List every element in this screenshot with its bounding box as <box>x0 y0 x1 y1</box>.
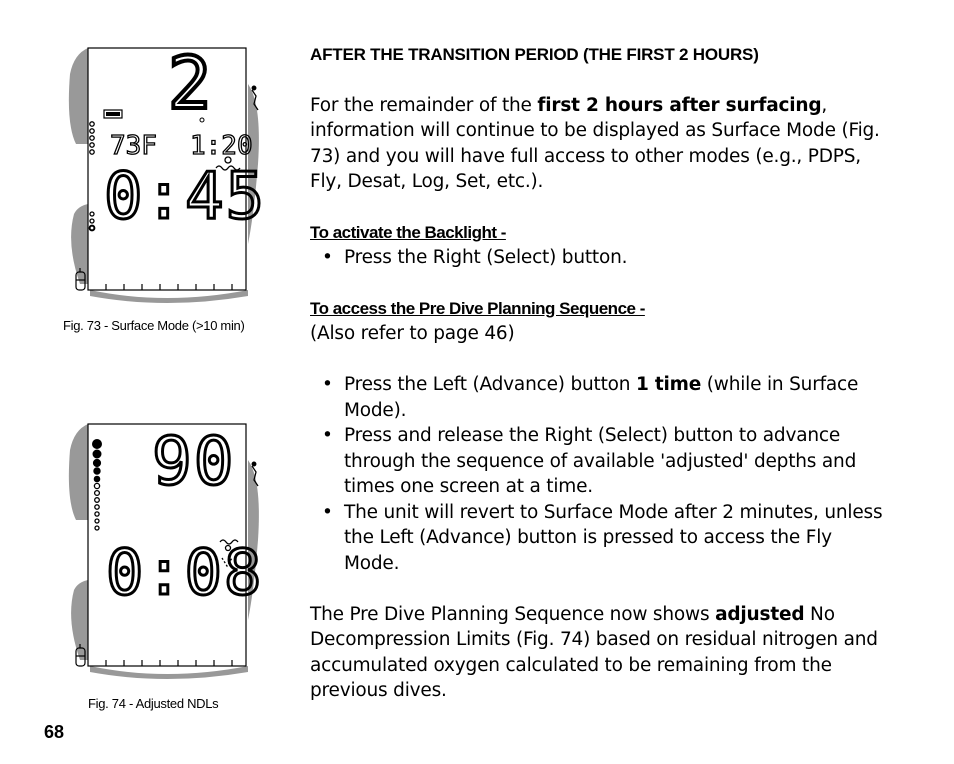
bottom-bezel <box>90 666 248 679</box>
bottom-bezel <box>90 290 248 303</box>
closing-text-start: The Pre Dive Planning Sequence now shows <box>310 603 716 625</box>
body-text-column <box>310 42 890 704</box>
pdps-bullet-1-bold: 1 time <box>635 374 702 395</box>
pdps-subheading: To access the Pre Dive Planning Sequence - <box>310 299 645 318</box>
closing-text-end: No Decompression Limits (Fig. 74) based on residual nitrogen and accumulated oxygen calculated to be remaining from the previous dives. <box>310 603 878 701</box>
pdps-bullets <box>310 372 890 576</box>
pdps-bullet-1-end: (while in Surface Mode). <box>344 374 859 421</box>
closing-paragraph <box>310 602 890 704</box>
lcd-main-time: 0:08 <box>106 536 264 609</box>
lcd-temperature: 73F <box>110 131 157 161</box>
pdps-bullet-2: • Press and release the Right (Select) button to advance through the sequence of available 'adjusted' depths and times one screen at a time. <box>310 423 890 500</box>
page-number: 68 <box>44 722 65 742</box>
backlight-subheading: To activate the Backlight - <box>310 223 506 242</box>
lcd-top-digit: 2 <box>168 44 212 125</box>
figure-74 <box>66 420 266 682</box>
figure-73-caption: Fig. 73 - Surface Mode (>10 min) <box>63 318 245 333</box>
intro-text-end: , information will continue to be displayed as Surface Mode (Fig. 73) and you will have full access to other modes (e.g., PDPS, Fly, Desat, Log, Set, etc.). <box>310 94 880 192</box>
pdps-bullet-3: • The unit will revert to Surface Mode after 2 minutes, unless the Left (Advance) button is pressed to access the Fly Mode. <box>310 500 890 577</box>
figure-73 <box>66 44 266 306</box>
left-bezel-top <box>69 424 88 520</box>
intro-text-start: For the remainder of the <box>310 94 538 116</box>
backlight-bullet: • Press the Right (Select) button. <box>310 245 890 271</box>
intro-paragraph <box>310 93 890 195</box>
section-heading: AFTER THE TRANSITION PERIOD (THE FIRST 2 HOURS) <box>310 45 759 64</box>
intro-bold: first 2 hours after surfacing <box>537 94 822 116</box>
dive-computer-display-adjusted-ndl <box>66 420 266 682</box>
lcd-depth: 90 <box>152 423 236 500</box>
pdps-bullet-1 <box>310 372 890 423</box>
lcd-main-time: 0:45 <box>104 160 266 234</box>
left-bezel-top <box>69 48 88 144</box>
dive-computer-display-surface-mode <box>66 44 266 306</box>
figure-74-caption: Fig. 74 - Adjusted NDLs <box>88 696 219 711</box>
closing-bold: adjusted <box>715 603 805 625</box>
pdps-note: (Also refer to page 46) <box>310 323 515 344</box>
backlight-bullets <box>310 245 890 271</box>
pdps-bullet-1-start: Press the Left (Advance) button <box>344 374 636 395</box>
lcd-time-top: 1:20 <box>190 131 253 161</box>
